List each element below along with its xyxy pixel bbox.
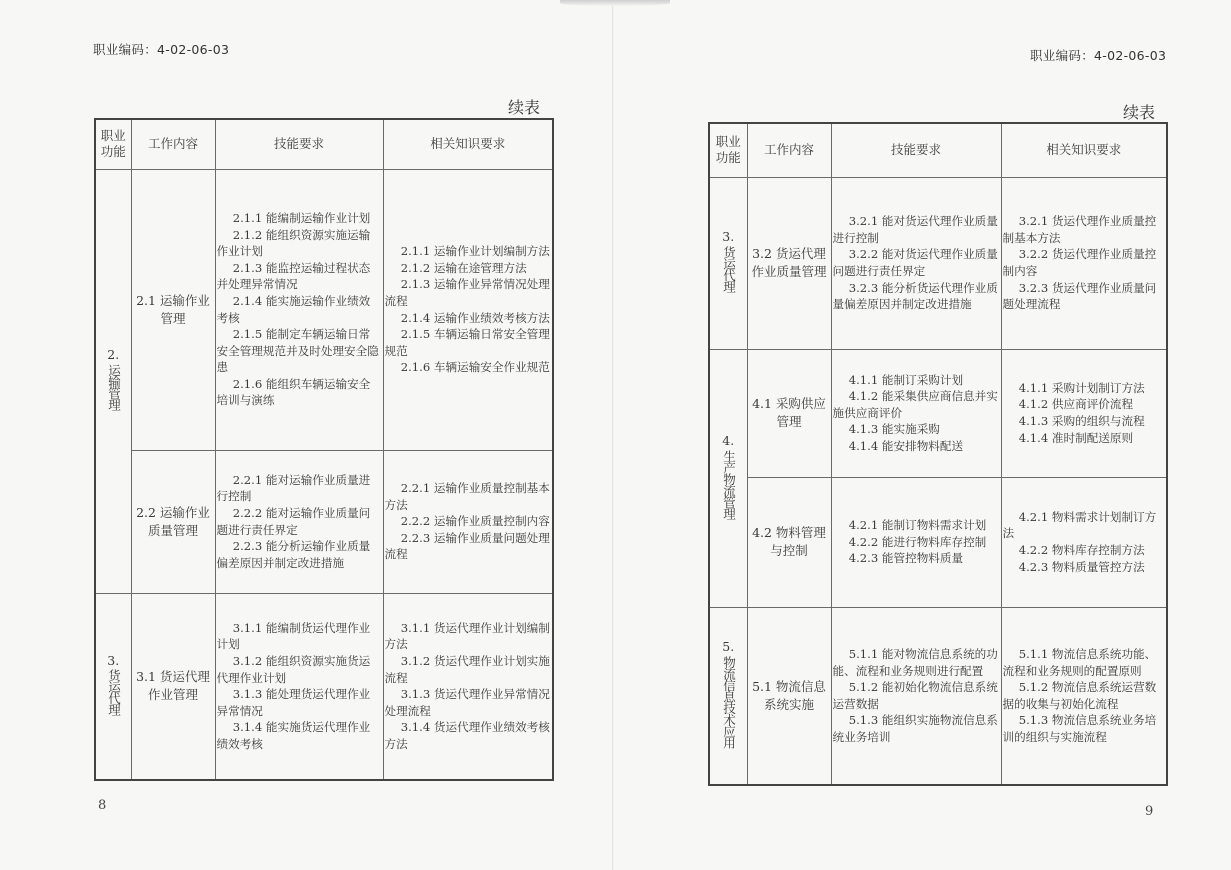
knowledge-cell: 2.1.1 运输作业计划编制方法 2.1.2 运输在途管理方法 2.1.3 运输作业异常情况处理流程 2.1.4 运输作业绩效考核方法 2.1.5 车辆运输日常安全管理规范 2.1.6 车辆运输安全作业规范 — [383, 169, 553, 450]
skills-cell: 3.2.1 能对货运代理作业质量进行控制 3.2.2 能对货运代理作业质量问题进行责任界定 3.2.3 能分析货运代理作业质量偏差原因并制定改进措施 — [831, 177, 1001, 349]
left-page-number: 8 — [98, 798, 107, 813]
knowledge-cell: 3.1.1 货运代理作业计划编制方法 3.1.2 货运代理作业计划实施流程 3.1.3 货运代理作业异常情况处理流程 3.1.4 货运代理作业绩效考核方法 — [383, 593, 553, 780]
table-row — [95, 450, 553, 593]
table-row — [709, 607, 1167, 785]
knowledge-cell: 2.2.1 运输作业质量控制基本方法 2.2.2 运输作业质量控制内容 2.2.3 运输作业质量问题处理流程 — [383, 450, 553, 593]
skills-cell: 5.1.1 能对物流信息系统的功能、流程和业务规则进行配置 5.1.2 能初始化物流信息系统运营数据 5.1.3 能组织实施物流信息系统业务培训 — [831, 607, 1001, 785]
col-header-knowledge: 相关知识要求 — [383, 119, 553, 169]
left-header-code: 职业编码：4-02-06-03 — [93, 42, 230, 57]
left-continued-label: 续表 — [508, 98, 541, 117]
col-header-work: 工作内容 — [747, 123, 831, 177]
skills-cell: 2.1.1 能编制运输作业计划 2.1.2 能组织资源实施运输作业计划 2.1.3 能监控运输过程状态并处理异常情况 2.1.4 能实施运输作业绩效考核 2.1.5 能制定车辆运输日常安全管理规范并及时处理安全隐患 2.1.6 能组织车辆运输安全培训与演练 — [215, 169, 383, 450]
right-header-code: 职业编码：4-02-06-03 — [1030, 48, 1167, 63]
knowledge-cell: 3.2.1 货运代理作业质量控制基本方法 3.2.2 货运代理作业质量控制内容 3.2.3 货运代理作业质量问题处理流程 — [1001, 177, 1167, 349]
col-header-function: 职业功能 — [95, 119, 131, 169]
function-cell: 3. 货运代理 — [95, 593, 131, 780]
skills-cell: 4.2.1 能制订物料需求计划 4.2.2 能进行物料库存控制 4.2.3 能管控物料质量 — [831, 477, 1001, 607]
work-cell: 4.1 采购供应管理 — [747, 349, 831, 477]
skills-cell: 4.1.1 能制订采购计划 4.1.2 能采集供应商信息并实施供应商评价 4.1.3 能实施采购 4.1.4 能安排物料配送 — [831, 349, 1001, 477]
right-page-number: 9 — [1145, 804, 1154, 819]
knowledge-cell: 4.1.1 采购计划制订方法 4.1.2 供应商评价流程 4.1.3 采购的组织与流程 4.1.4 准时制配送原则 — [1001, 349, 1167, 477]
table-row — [95, 169, 553, 450]
work-cell: 2.2 运输作业质量管理 — [131, 450, 215, 593]
col-header-knowledge: 相关知识要求 — [1001, 123, 1167, 177]
skills-cell: 2.2.1 能对运输作业质量进行控制 2.2.2 能对运输作业质量问题进行责任界定 2.2.3 能分析运输作业质量偏差原因并制定改进措施 — [215, 450, 383, 593]
function-cell: 5. 物流信息技术应用 — [709, 607, 747, 785]
function-cell: 2. 运输管理 — [95, 169, 131, 593]
col-header-skills: 技能要求 — [215, 119, 383, 169]
skills-cell: 3.1.1 能编制货运代理作业计划 3.1.2 能组织资源实施货运代理作业计划 3.1.3 能处理货运代理作业异常情况 3.1.4 能实施货运代理作业绩效考核 — [215, 593, 383, 780]
knowledge-cell: 4.2.1 物料需求计划制订方法 4.2.2 物料库存控制方法 4.2.3 物料质量管控方法 — [1001, 477, 1167, 607]
col-header-skills: 技能要求 — [831, 123, 1001, 177]
knowledge-cell: 5.1.1 物流信息系统功能、流程和业务规则的配置原则 5.1.2 物流信息系统运营数据的收集与初始化流程 5.1.3 物流信息系统业务培训的组织与实施流程 — [1001, 607, 1167, 785]
function-cell: 3. 货运代理 — [709, 177, 747, 349]
work-cell: 3.1 货运代理作业管理 — [131, 593, 215, 780]
left-skill-table — [94, 118, 554, 781]
col-header-function: 职业功能 — [709, 123, 747, 177]
work-cell: 5.1 物流信息系统实施 — [747, 607, 831, 785]
book-spine-shadow — [560, 0, 670, 6]
right-continued-label: 续表 — [1123, 103, 1156, 122]
function-cell: 4. 生产物流管理 — [709, 349, 747, 607]
table-row — [709, 177, 1167, 349]
col-header-work: 工作内容 — [131, 119, 215, 169]
table-header-row — [95, 119, 553, 169]
table-row — [709, 349, 1167, 477]
work-cell: 2.1 运输作业管理 — [131, 169, 215, 450]
work-cell: 3.2 货运代理作业质量管理 — [747, 177, 831, 349]
right-skill-table — [708, 122, 1168, 786]
table-row — [95, 593, 553, 780]
table-row — [709, 477, 1167, 607]
work-cell: 4.2 物料管理与控制 — [747, 477, 831, 607]
table-header-row — [709, 123, 1167, 177]
